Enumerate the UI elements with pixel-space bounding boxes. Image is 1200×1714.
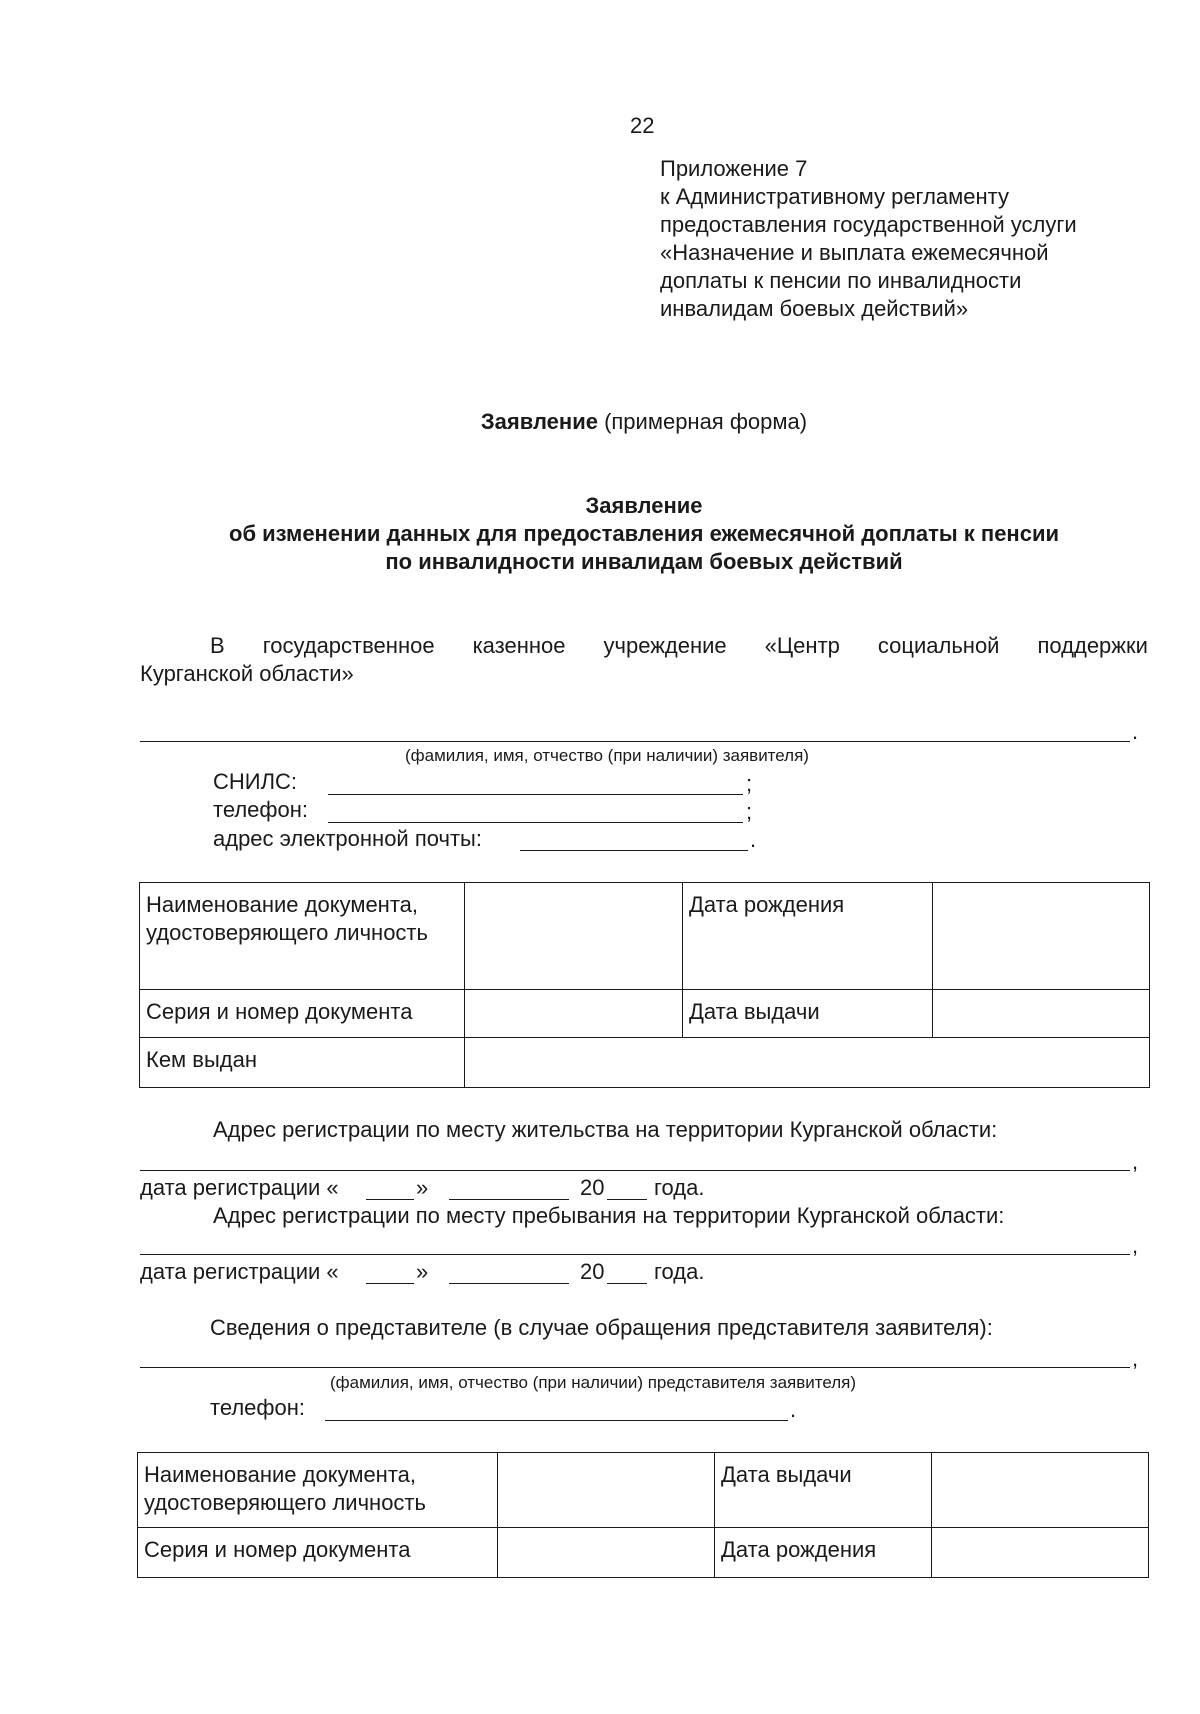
birth-date-value-cell[interactable] bbox=[933, 883, 1150, 990]
stay-date-prefix: дата регистрации « bbox=[140, 1259, 339, 1284]
issued-by-value-cell[interactable] bbox=[465, 1038, 1150, 1088]
addressee-word: поддержки bbox=[1037, 633, 1148, 658]
series-number-value-cell[interactable] bbox=[465, 990, 683, 1038]
stay-address-comma: , bbox=[1132, 1233, 1139, 1258]
residence-month-field[interactable] bbox=[449, 1199, 569, 1200]
stay-year-field[interactable] bbox=[607, 1283, 647, 1284]
email-label: адрес электронной почты: bbox=[213, 826, 482, 851]
rep-issue-date-value-cell[interactable] bbox=[932, 1453, 1149, 1528]
identity-document-table bbox=[139, 882, 1150, 1088]
addressee-word: государственное bbox=[262, 633, 435, 658]
form-heading-normal: (примерная форма) bbox=[597, 409, 808, 434]
phone-end: ; bbox=[746, 799, 753, 824]
doc-name-label: Наименование документа, удостоверяющего личность bbox=[140, 883, 465, 990]
representative-phone-field[interactable] bbox=[325, 1420, 788, 1421]
addressee-line2: Курганской области» bbox=[140, 661, 354, 686]
title-line: об изменении данных для предоставления ежемесячной доплаты к пенсии bbox=[229, 521, 1059, 546]
appendix-line: «Назначение и выплата ежемесячной bbox=[660, 240, 1049, 265]
addressee-line1 bbox=[210, 632, 1148, 660]
addressee-word: «Центр bbox=[764, 633, 840, 658]
residence-address-comma: , bbox=[1132, 1149, 1139, 1174]
rep-birth-date-value-cell[interactable] bbox=[932, 1528, 1149, 1578]
table-row bbox=[140, 990, 1150, 1038]
applicant-name-caption: (фамилия, имя, отчество (при наличии) заявителя) bbox=[405, 746, 809, 765]
representative-document-table bbox=[137, 1452, 1149, 1578]
doc-name-value-cell[interactable] bbox=[465, 883, 683, 990]
birth-date-label: Дата рождения bbox=[683, 883, 933, 990]
appendix-line: предоставления государственной услуги bbox=[660, 212, 1077, 237]
document-title bbox=[0, 492, 1200, 576]
snils-field[interactable] bbox=[328, 794, 743, 795]
issued-by-label: Кем выдан bbox=[140, 1038, 465, 1088]
addressee-word: В bbox=[210, 633, 225, 658]
issue-date-value-cell[interactable] bbox=[933, 990, 1150, 1038]
form-heading bbox=[0, 408, 1200, 436]
phone-field[interactable] bbox=[328, 822, 743, 823]
snils-end: ; bbox=[746, 771, 753, 796]
page-number: 22 bbox=[630, 113, 655, 138]
phone-label: телефон: bbox=[213, 797, 309, 822]
rep-series-number-label: Серия и номер документа bbox=[138, 1528, 498, 1578]
table-row bbox=[138, 1528, 1149, 1578]
table-row bbox=[140, 1038, 1150, 1088]
series-number-label: Серия и номер документа bbox=[140, 990, 465, 1038]
stay-date-suffix: года. bbox=[654, 1259, 705, 1284]
table-row bbox=[140, 883, 1150, 990]
title-line: Заявление bbox=[585, 493, 703, 518]
residence-year-field[interactable] bbox=[607, 1199, 647, 1200]
rep-issue-date-label: Дата выдачи bbox=[715, 1453, 932, 1528]
residence-date-prefix: дата регистрации « bbox=[140, 1175, 339, 1200]
addressee-word: казенное bbox=[472, 633, 566, 658]
residence-address-label: Адрес регистрации по месту жительства на территории Курганской области: bbox=[213, 1117, 998, 1142]
residence-date-suffix: года. bbox=[654, 1175, 705, 1200]
table-row bbox=[138, 1453, 1149, 1528]
appendix-line: доплаты к пенсии по инвалидности bbox=[660, 268, 1022, 293]
stay-year-prefix: 20 bbox=[580, 1259, 605, 1284]
stay-address-label: Адрес регистрации по месту пребывания на территории Курганской области: bbox=[213, 1203, 1005, 1228]
issue-date-label: Дата выдачи bbox=[683, 990, 933, 1038]
appendix-line: к Административному регламенту bbox=[660, 184, 1010, 209]
residence-address-field[interactable] bbox=[140, 1170, 1130, 1171]
representative-name-comma: , bbox=[1132, 1346, 1139, 1371]
stay-day-field[interactable] bbox=[366, 1283, 414, 1284]
representative-name-caption: (фамилия, имя, отчество (при наличии) представителя заявителя) bbox=[330, 1373, 857, 1392]
appendix-block bbox=[660, 155, 1077, 323]
form-heading-bold: Заявление bbox=[480, 409, 598, 434]
representative-phone-label: телефон: bbox=[210, 1395, 306, 1420]
applicant-name-end: . bbox=[1132, 719, 1139, 744]
representative-name-field[interactable] bbox=[140, 1367, 1130, 1368]
rep-doc-name-value-cell[interactable] bbox=[498, 1453, 715, 1528]
snils-label: СНИЛС: bbox=[213, 769, 298, 794]
addressee-word: учреждение bbox=[603, 633, 727, 658]
addressee-word: социальной bbox=[877, 633, 1000, 658]
stay-address-field[interactable] bbox=[140, 1254, 1130, 1255]
applicant-name-field[interactable] bbox=[140, 741, 1130, 742]
email-field[interactable] bbox=[520, 850, 748, 851]
residence-year-prefix: 20 bbox=[580, 1175, 605, 1200]
title-line: по инвалидности инвалидам боевых действий bbox=[385, 549, 903, 574]
representative-label: Сведения о представителе (в случае обращения представителя заявителя): bbox=[210, 1315, 993, 1340]
stay-date-mid: » bbox=[416, 1259, 429, 1284]
stay-month-field[interactable] bbox=[449, 1283, 569, 1284]
rep-doc-name-label: Наименование документа, удостоверяющего личность bbox=[138, 1453, 498, 1528]
email-end: . bbox=[750, 827, 757, 852]
rep-birth-date-label: Дата рождения bbox=[715, 1528, 932, 1578]
representative-phone-end: . bbox=[790, 1397, 797, 1422]
rep-series-number-value-cell[interactable] bbox=[498, 1528, 715, 1578]
residence-day-field[interactable] bbox=[366, 1199, 414, 1200]
residence-date-mid: » bbox=[416, 1175, 429, 1200]
appendix-line: инвалидам боевых действий» bbox=[660, 296, 969, 321]
appendix-line: Приложение 7 bbox=[660, 156, 808, 181]
